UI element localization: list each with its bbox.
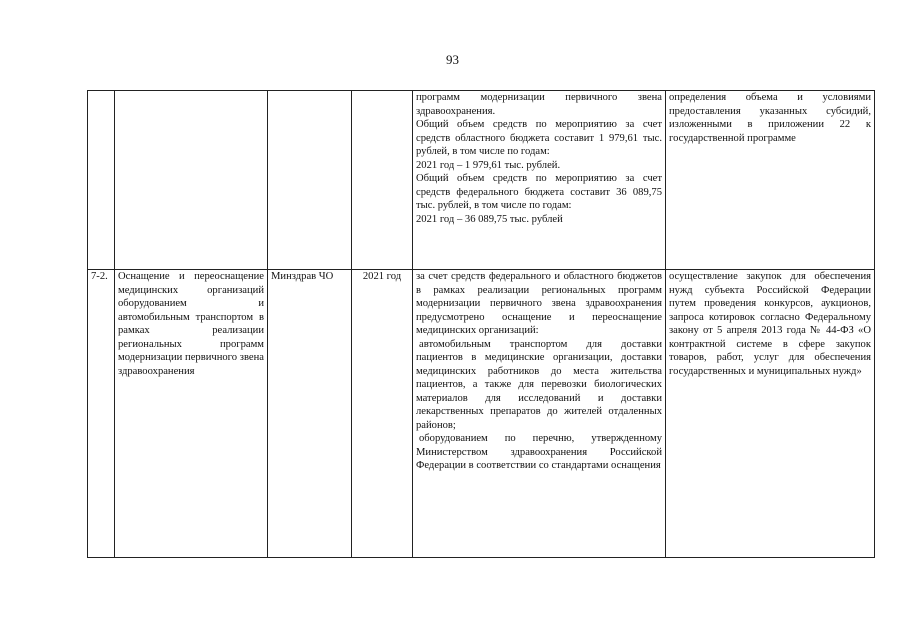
period-cell [352, 91, 413, 270]
measure-name-cell: Оснащение и переоснащение медицинских организаций оборудованием и автомобильным транспортом в рамках реализации региональных программ модернизации первичного звена здравоохранения [115, 270, 268, 558]
period-cell: 2021 год [352, 270, 413, 558]
row-number-cell: 7-2. [88, 270, 115, 558]
content-paragraph: за счет средств федерального и областного бюджетов в рамках реализации региональных программ модернизации первичного звена здравоохранения предусмотрено оснащение и переоснащение медицинских организаций: [416, 271, 662, 336]
measure-name-cell [115, 91, 268, 270]
content-cell [413, 270, 666, 558]
content-cell [413, 91, 666, 270]
content-paragraph: программ модернизации первичного звена здравоохранения. [416, 92, 662, 117]
executor-cell [268, 91, 352, 270]
content-paragraph: 2021 год – 1 979,61 тыс. рублей. [416, 159, 561, 171]
conditions-cell: осуществление закупок для обеспечения нужд субъекта Российской Федерации путем проведения конкурсов, аукционов, запроса котировок согласно Федеральному закону от 5 апреля 2013 года № 44-ФЗ «О контрактной системе в сфере закупок товаров, работ, услуг для обеспечения государственных и муниципальных нужд» [666, 270, 875, 558]
conditions-cell: определения объема и условиями предоставления указанных субсидий, изложенными в приложении 22 к государственной программе [666, 91, 875, 270]
program-table [87, 90, 875, 558]
table-row [88, 270, 875, 558]
content-paragraph: 2021 год – 36 089,75 тыс. рублей [416, 213, 563, 225]
content-paragraph: оборудованием по перечню, утвержденному Министерством здравоохранения Российской Федерации в соответствии со стандартами оснащения [416, 433, 662, 471]
page-number: 93 [446, 52, 459, 67]
table-row [88, 91, 875, 270]
content-paragraph: Общий объем средств по мероприятию за счет средств федерального бюджета составит 36 089,75 тыс. рублей, в том числе по годам: [416, 173, 662, 211]
executor-cell: Минздрав ЧО [268, 270, 352, 558]
row-number-cell [88, 91, 115, 270]
content-paragraph: Общий объем средств по мероприятию за счет средств областного бюджета составит 1 979,61 тыс. рублей, в том числе по годам: [416, 119, 662, 157]
content-paragraph: автомобильным транспортом для доставки пациентов в медицинские организации, доставки медицинских работников до места жительства пациентов, а также для перевозки биологических материалов для исследований и доставки лекарственных препаратов до жителей отдаленных районов; [416, 338, 662, 431]
